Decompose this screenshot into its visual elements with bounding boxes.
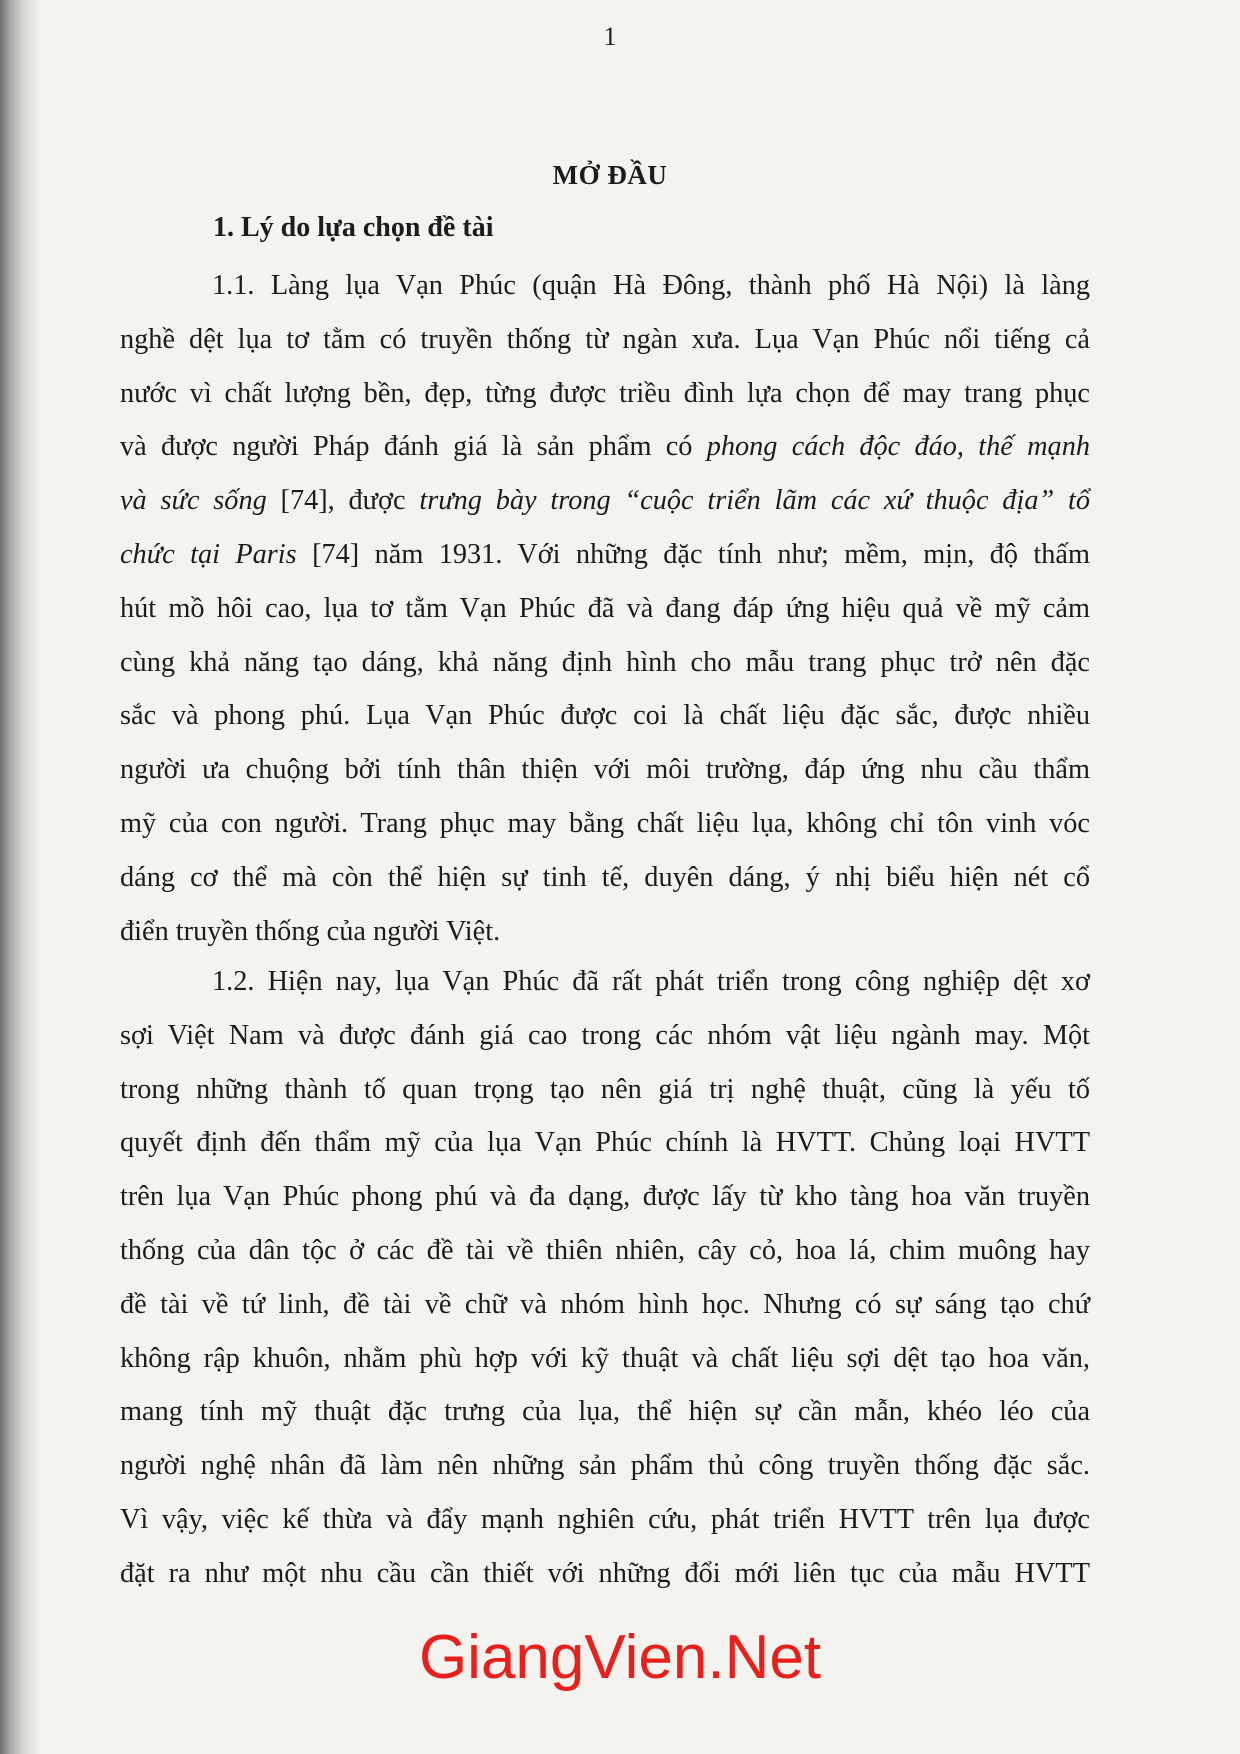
italic-quote: và sức sống bbox=[120, 485, 267, 517]
citation: [74], được bbox=[266, 485, 420, 517]
text-line: mỹ của con người. Trang phục may bằng chất liệu lụa, không chỉ tôn vinh vóc bbox=[120, 807, 1090, 839]
text-line: thống của dân tộc ở các đề tài về thiên nhiên, cây cỏ, hoa lá, chim muông hay bbox=[120, 1234, 1090, 1266]
paragraph-1 bbox=[120, 259, 1090, 958]
paragraph-2 bbox=[120, 955, 1090, 1601]
text-line: sắc và phong phú. Lụa Vạn Phúc được coi là chất liệu đặc sắc, được nhiều bbox=[120, 700, 1090, 732]
section-heading: 1. Lý do lựa chọn đề tài bbox=[213, 212, 494, 243]
text-line bbox=[120, 528, 1090, 582]
page-number: 1 bbox=[603, 22, 617, 51]
text-line: đặt ra như một nhu cầu cần thiết với những đổi mới liên tục của mẫu HVTT bbox=[120, 1557, 1090, 1589]
text-line: không rập khuôn, nhằm phù hợp với kỹ thuật và chất liệu sợi dệt tạo hoa văn, bbox=[120, 1342, 1090, 1374]
text-line: dáng cơ thể mà còn thể hiện sự tinh tế, duyên dáng, ý nhị biểu hiện nét cổ bbox=[120, 861, 1090, 893]
text-line: nước vì chất lượng bền, đẹp, từng được triều đình lựa chọn để may trang phục bbox=[120, 377, 1090, 409]
text-line: điển truyền thống của người Việt. bbox=[120, 915, 501, 947]
text-line: Vì vậy, việc kế thừa và đẩy mạnh nghiên cứu, phát triển HVTT trên lụa được bbox=[120, 1503, 1090, 1535]
watermark-logo: GiangVien.Net bbox=[418, 1623, 822, 1692]
text-line: nghề dệt lụa tơ tằm có truyền thống từ ngàn xưa. Lụa Vạn Phúc nổi tiếng cả bbox=[120, 323, 1090, 355]
italic-quote: phong cách độc đáo, thế mạnh bbox=[706, 431, 1090, 463]
text-line: quyết định đến thẩm mỹ của lụa Vạn Phúc chính là HVTT. Chủng loại HVTT bbox=[120, 1127, 1090, 1159]
text-line bbox=[120, 420, 1090, 474]
text-line: trong những thành tố quan trọng tạo nên giá trị nghệ thuật, cũng là yếu tố bbox=[120, 1073, 1090, 1105]
italic-quote: chức tại Paris bbox=[120, 538, 297, 570]
text-line: cùng khả năng tạo dáng, khả năng định hình cho mẫu trang phục trở nên đặc bbox=[120, 646, 1090, 678]
text-line: hút mồ hôi cao, lụa tơ tằm Vạn Phúc đã và đang đáp ứng hiệu quả về mỹ cảm bbox=[120, 592, 1090, 624]
text-line: mang tính mỹ thuật đặc trưng của lụa, thể hiện sự cần mẫn, khéo léo của bbox=[120, 1396, 1090, 1428]
text-segment: và được người Pháp đánh giá là sản phẩm có bbox=[120, 431, 707, 463]
text-line: 1.1. Làng lụa Vạn Phúc (quận Hà Đông, thành phố Hà Nội) là làng bbox=[212, 270, 1090, 301]
italic-quote: trưng bày trong “cuộc triển lãm các xứ thuộc địa” tổ bbox=[419, 485, 1090, 517]
text-line: người nghệ nhân đã làm nên những sản phẩm thủ công truyền thống đặc sắc. bbox=[120, 1450, 1090, 1482]
chapter-heading: MỞ ĐẦU bbox=[552, 160, 668, 190]
text-line: trên lụa Vạn Phúc phong phú và đa dạng, được lấy từ kho tàng hoa văn truyền bbox=[120, 1181, 1090, 1213]
text-line: 1.2. Hiện nay, lụa Vạn Phúc đã rất phát triển trong công nghiệp dệt xơ bbox=[212, 966, 1090, 997]
text-line: đề tài về tứ linh, đề tài về chữ và nhóm hình học. Nhưng có sự sáng tạo chứ bbox=[120, 1288, 1090, 1320]
text-line: sợi Việt Nam và được đánh giá cao trong các nhóm vật liệu ngành may. Một bbox=[120, 1019, 1090, 1051]
text-line: người ưa chuộng bởi tính thân thiện với môi trường, đáp ứng nhu cầu thẩm bbox=[120, 754, 1090, 786]
text-segment: [74] năm 1931. Với những đặc tính như; mềm, mịn, độ thấm bbox=[296, 538, 1090, 570]
text-line bbox=[120, 474, 1090, 528]
